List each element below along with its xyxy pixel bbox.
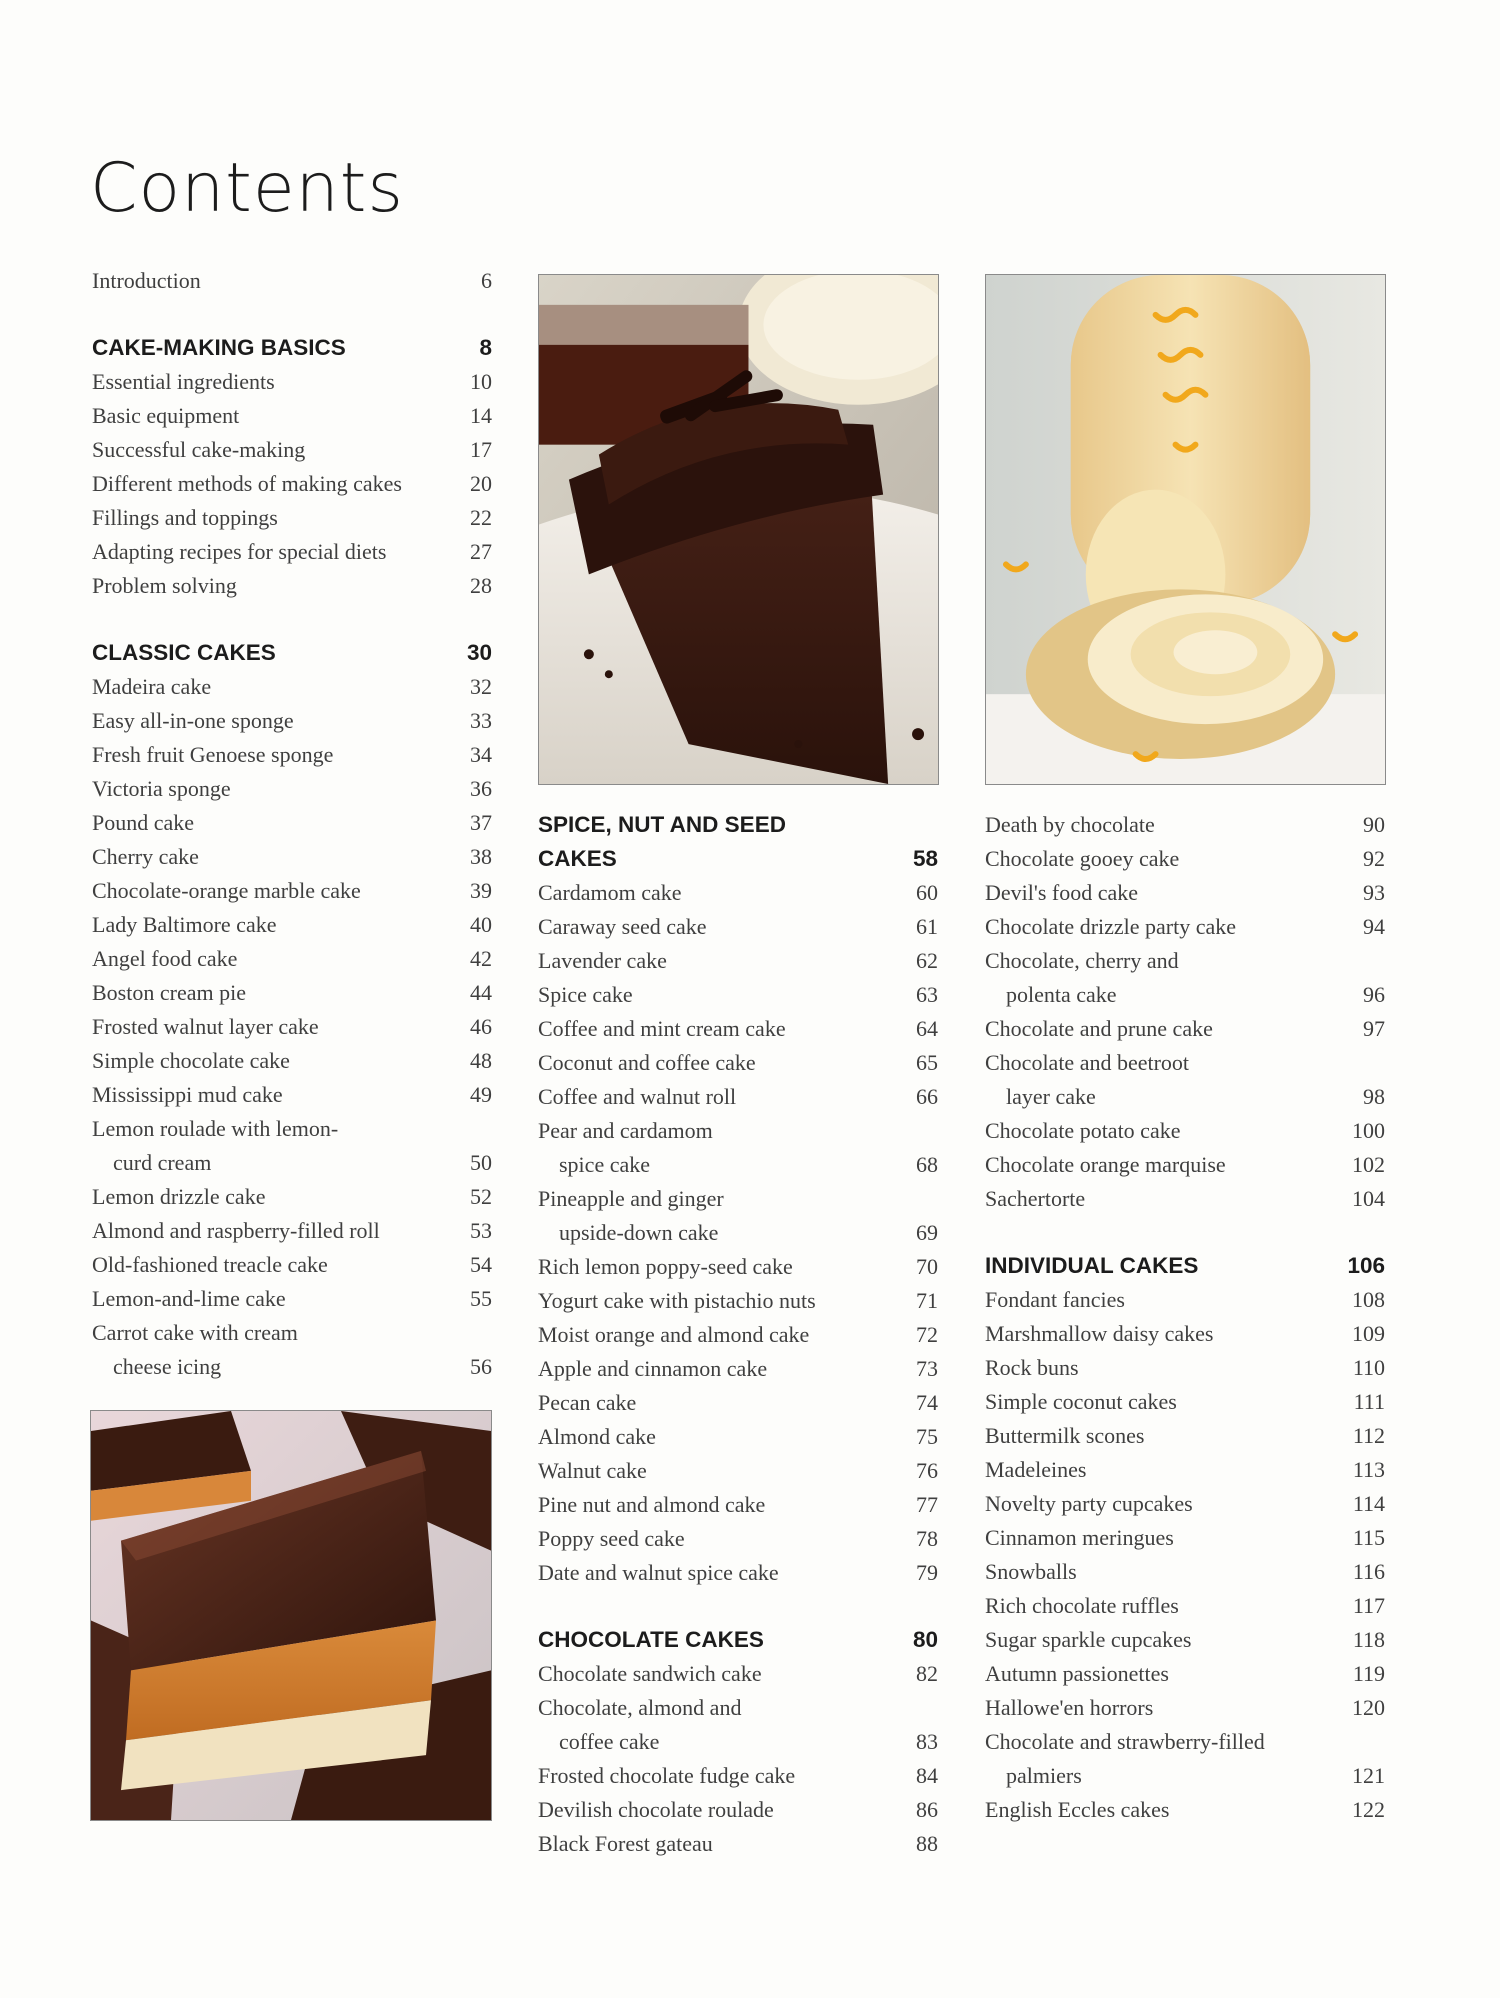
toc-entry-page: 53 bbox=[470, 1218, 492, 1243]
toc-entry-page: 28 bbox=[470, 573, 492, 598]
toc-entry-page: 36 bbox=[470, 776, 492, 801]
toc-entry-page: 77 bbox=[916, 1492, 938, 1517]
toc-entry-label bbox=[538, 1182, 938, 1250]
toc-entry-page: 38 bbox=[470, 844, 492, 869]
toc-entry-label: Simple chocolate cake bbox=[92, 1048, 290, 1073]
toc-entry[interactable] bbox=[985, 944, 1385, 1012]
toc-entry-page: 100 bbox=[1352, 1118, 1385, 1143]
toc-entry[interactable] bbox=[985, 1487, 1385, 1521]
toc-entry-label: Sugar sparkle cupcakes bbox=[985, 1627, 1192, 1652]
toc-section bbox=[985, 808, 1385, 1216]
toc-heading-label: CHOCOLATE CAKES bbox=[538, 1627, 764, 1652]
toc-entry-page: 32 bbox=[470, 674, 492, 699]
toc-entry[interactable] bbox=[538, 1759, 938, 1793]
toc-entry-label: Chocolate drizzle party cake bbox=[985, 914, 1237, 939]
toc-entry-page: 83 bbox=[916, 1729, 938, 1754]
toc-entry-label: Devilish chocolate roulade bbox=[538, 1797, 774, 1822]
toc-entry-page: 39 bbox=[470, 878, 492, 903]
toc-entry[interactable] bbox=[985, 1793, 1385, 1827]
toc-entry-label: Pine nut and almond cake bbox=[538, 1492, 766, 1517]
toc-entry-label: Rock buns bbox=[985, 1355, 1079, 1380]
toc-entry-label: Devil's food cake bbox=[985, 880, 1139, 905]
toc-column-3 bbox=[985, 808, 1385, 1827]
toc-entry-label: Different methods of making cakes bbox=[92, 471, 402, 496]
swiss-roll-photo bbox=[985, 274, 1386, 785]
toc-entry-label bbox=[92, 1112, 492, 1180]
toc-entry-label: Madeleines bbox=[985, 1457, 1087, 1482]
toc-entry-label: Cardamom cake bbox=[538, 880, 682, 905]
toc-entry-label: Boston cream pie bbox=[92, 980, 246, 1005]
toc-entry-label: Coffee and mint cream cake bbox=[538, 1016, 786, 1041]
toc-entry-page: 88 bbox=[916, 1831, 938, 1856]
toc-section-heading-classic-cakes[interactable] bbox=[92, 636, 492, 670]
toc-entry-page: 113 bbox=[1352, 1457, 1385, 1482]
toc-entry-label-line2: layer cake bbox=[1006, 1084, 1096, 1109]
toc-entry[interactable] bbox=[92, 772, 492, 806]
toc-entry[interactable] bbox=[92, 535, 492, 569]
toc-entry[interactable] bbox=[92, 704, 492, 738]
toc-entry-page: 116 bbox=[1352, 1559, 1385, 1584]
toc-entry[interactable] bbox=[92, 1044, 492, 1078]
toc-entry[interactable] bbox=[538, 978, 938, 1012]
toc-entry[interactable] bbox=[92, 365, 492, 399]
toc-entry-label: Cinnamon meringues bbox=[985, 1525, 1174, 1550]
toc-entry[interactable] bbox=[985, 1555, 1385, 1589]
toc-heading-page: 58 bbox=[912, 846, 938, 871]
toc-entry[interactable] bbox=[985, 1453, 1385, 1487]
toc-entry-page: 102 bbox=[1352, 1152, 1385, 1177]
toc-entry[interactable] bbox=[985, 1046, 1385, 1114]
toc-entry-label: Coconut and coffee cake bbox=[538, 1050, 756, 1075]
toc-entry[interactable] bbox=[92, 806, 492, 840]
toc-entry[interactable] bbox=[92, 1180, 492, 1214]
toc-entry-label bbox=[538, 1114, 938, 1182]
toc-entry[interactable] bbox=[92, 1078, 492, 1112]
toc-heading-page: 80 bbox=[912, 1627, 938, 1652]
toc-entry-label: Chocolate orange marquise bbox=[985, 1152, 1226, 1177]
toc-entry[interactable] bbox=[538, 1488, 938, 1522]
toc-entry-label: Coffee and walnut roll bbox=[538, 1084, 737, 1109]
toc-entry-page: 97 bbox=[1363, 1016, 1385, 1041]
toc-entry-label: Adapting recipes for special diets bbox=[92, 539, 387, 564]
toc-entry-label: Frosted walnut layer cake bbox=[92, 1014, 319, 1039]
toc-entry-label bbox=[985, 1725, 1385, 1793]
toc-entry-page: 42 bbox=[470, 946, 492, 971]
toc-entry[interactable] bbox=[985, 1657, 1385, 1691]
toc-entry-label: Rich chocolate ruffles bbox=[985, 1593, 1179, 1618]
toc-column-2 bbox=[538, 808, 938, 1861]
toc-entry[interactable] bbox=[538, 1046, 938, 1080]
caramel-shortbread-photo bbox=[90, 1410, 492, 1821]
toc-entry-label: Hallowe'en horrors bbox=[985, 1695, 1154, 1720]
toc-entry-label: Novelty party cupcakes bbox=[985, 1491, 1193, 1516]
toc-entry-label: Introduction bbox=[92, 268, 201, 293]
toc-entry-page: 44 bbox=[470, 980, 492, 1005]
toc-entry-page: 48 bbox=[470, 1048, 492, 1073]
toc-entry-page: 94 bbox=[1363, 914, 1385, 939]
toc-entry[interactable] bbox=[92, 1248, 492, 1282]
toc-entry[interactable] bbox=[538, 876, 938, 910]
toc-entry-page: 55 bbox=[470, 1286, 492, 1311]
toc-section bbox=[92, 331, 492, 603]
toc-entry-label: Autumn passionettes bbox=[985, 1661, 1169, 1686]
toc-entry-label: Fillings and toppings bbox=[92, 505, 278, 530]
toc-entry[interactable] bbox=[985, 1419, 1385, 1453]
toc-entry-page: 119 bbox=[1352, 1661, 1385, 1686]
toc-entry-label: Lavender cake bbox=[538, 948, 667, 973]
toc-entry-page: 56 bbox=[470, 1354, 492, 1379]
toc-entry-label-line2: curd cream bbox=[113, 1150, 212, 1175]
toc-entry-label-line1: Chocolate, cherry and bbox=[985, 948, 1179, 973]
toc-entry[interactable] bbox=[985, 1283, 1385, 1317]
toc-entry-page: 118 bbox=[1352, 1627, 1385, 1652]
toc-entry[interactable] bbox=[538, 1793, 938, 1827]
toc-entry[interactable] bbox=[985, 1114, 1385, 1148]
toc-entry-page: 121 bbox=[1352, 1763, 1385, 1788]
toc-entry[interactable] bbox=[985, 1012, 1385, 1046]
toc-entry[interactable] bbox=[92, 942, 492, 976]
toc-entry-label: Death by chocolate bbox=[985, 812, 1155, 837]
toc-entry-label bbox=[92, 1316, 492, 1384]
toc-entry-page: 104 bbox=[1352, 1186, 1385, 1211]
toc-section-heading-chocolate-cakes[interactable] bbox=[538, 1623, 938, 1657]
toc-entry[interactable] bbox=[538, 1012, 938, 1046]
toc-entry-page: 61 bbox=[916, 914, 938, 939]
toc-entry-label: Simple coconut cakes bbox=[985, 1389, 1177, 1414]
toc-heading-label: SPICE, NUT AND SEED CAKES bbox=[538, 812, 786, 871]
toc-entry-page: 115 bbox=[1352, 1525, 1385, 1550]
toc-entry-label-line1: Pineapple and ginger bbox=[538, 1186, 724, 1211]
toc-entry[interactable] bbox=[985, 1725, 1385, 1793]
toc-entry-page: 62 bbox=[916, 948, 938, 973]
toc-entry-page: 54 bbox=[470, 1252, 492, 1277]
toc-entry-label-line1: Chocolate and strawberry-filled bbox=[985, 1729, 1265, 1754]
toc-entry[interactable] bbox=[92, 874, 492, 908]
toc-entry-page: 74 bbox=[916, 1390, 938, 1415]
toc-entry-page: 93 bbox=[1363, 880, 1385, 905]
toc-entry-label-line1: Carrot cake with cream bbox=[92, 1320, 298, 1345]
toc-entry-label: Apple and cinnamon cake bbox=[538, 1356, 768, 1381]
toc-entry[interactable] bbox=[538, 1454, 938, 1488]
toc-heading-page: 106 bbox=[1347, 1253, 1385, 1278]
toc-entry-label: Easy all-in-one sponge bbox=[92, 708, 294, 733]
toc-entry-page: 33 bbox=[470, 708, 492, 733]
toc-entry[interactable] bbox=[985, 1182, 1385, 1216]
toc-entry-page: 22 bbox=[470, 505, 492, 530]
toc-entry-page: 122 bbox=[1352, 1797, 1385, 1822]
toc-entry-label: Moist orange and almond cake bbox=[538, 1322, 810, 1347]
toc-entry-label: Buttermilk scones bbox=[985, 1423, 1145, 1448]
toc-entry-label: Black Forest gateau bbox=[538, 1831, 713, 1856]
toc-entry[interactable] bbox=[538, 1556, 938, 1590]
toc-entry-label: Almond cake bbox=[538, 1424, 656, 1449]
toc-entry-label: Essential ingredients bbox=[92, 369, 275, 394]
toc-entry[interactable] bbox=[538, 1250, 938, 1284]
toc-entry-label: Madeira cake bbox=[92, 674, 212, 699]
toc-entry-page: 96 bbox=[1363, 982, 1385, 1007]
toc-entry-label: Poppy seed cake bbox=[538, 1526, 685, 1551]
toc-entry[interactable] bbox=[538, 1691, 938, 1759]
toc-section bbox=[985, 1249, 1385, 1827]
toc-section-heading-cake-making-basics[interactable] bbox=[92, 331, 492, 365]
toc-entry[interactable] bbox=[538, 1114, 938, 1182]
toc-heading-page: 30 bbox=[466, 640, 492, 665]
toc-entry-page: 46 bbox=[470, 1014, 492, 1039]
toc-intro-group bbox=[92, 264, 492, 298]
toc-entry-label: Basic equipment bbox=[92, 403, 240, 428]
toc-entry-page: 90 bbox=[1363, 812, 1385, 837]
toc-entry-label bbox=[985, 944, 1385, 1012]
toc-entry-label-line1: Chocolate and beetroot bbox=[985, 1050, 1190, 1075]
toc-entry[interactable] bbox=[985, 1623, 1385, 1657]
toc-entry[interactable] bbox=[985, 910, 1385, 944]
toc-entry[interactable] bbox=[92, 908, 492, 942]
toc-entry-label: Lady Baltimore cake bbox=[92, 912, 277, 937]
toc-section-heading-individual-cakes[interactable] bbox=[985, 1249, 1385, 1283]
toc-entry[interactable] bbox=[92, 1112, 492, 1180]
toc-entry[interactable] bbox=[538, 1657, 938, 1691]
toc-entry-label: Old-fashioned treacle cake bbox=[92, 1252, 328, 1277]
toc-entry-label: Marshmallow daisy cakes bbox=[985, 1321, 1214, 1346]
toc-section bbox=[538, 1623, 938, 1861]
toc-entry[interactable] bbox=[985, 842, 1385, 876]
toc-entry-label: Walnut cake bbox=[538, 1458, 647, 1483]
toc-entry-page: 60 bbox=[916, 880, 938, 905]
toc-entry-page: 78 bbox=[916, 1526, 938, 1551]
toc-entry-page: 71 bbox=[916, 1288, 938, 1313]
toc-entry-page: 114 bbox=[1352, 1491, 1385, 1516]
toc-entry-label bbox=[985, 1046, 1385, 1114]
toc-entry-page: 20 bbox=[470, 471, 492, 496]
toc-entry[interactable] bbox=[985, 1385, 1385, 1419]
toc-entry-label: Cherry cake bbox=[92, 844, 199, 869]
toc-entry-page: 109 bbox=[1352, 1321, 1385, 1346]
toc-entry-page: 65 bbox=[916, 1050, 938, 1075]
toc-entry[interactable] bbox=[985, 876, 1385, 910]
toc-entry-label: Yogurt cake with pistachio nuts bbox=[538, 1288, 816, 1313]
toc-entry-label-line2: cheese icing bbox=[113, 1354, 222, 1379]
toc-heading-label: CLASSIC CAKES bbox=[92, 640, 276, 665]
toc-entry-page: 120 bbox=[1352, 1695, 1385, 1720]
toc-heading-label: INDIVIDUAL CAKES bbox=[985, 1253, 1199, 1278]
toc-entry-label: Chocolate gooey cake bbox=[985, 846, 1180, 871]
toc-entry-label: Successful cake-making bbox=[92, 437, 306, 462]
toc-entry-label-line1: Lemon roulade with lemon- bbox=[92, 1116, 339, 1141]
toc-entry[interactable] bbox=[92, 433, 492, 467]
toc-section bbox=[538, 808, 938, 1590]
toc-entry-page: 27 bbox=[470, 539, 492, 564]
toc-entry-label: Pecan cake bbox=[538, 1390, 637, 1415]
toc-entry-page: 79 bbox=[916, 1560, 938, 1585]
toc-section-heading-spice-nut-and-seed-cakes[interactable] bbox=[538, 808, 938, 876]
toc-entry-label-line2: upside-down cake bbox=[559, 1220, 719, 1245]
toc-entry-page: 6 bbox=[481, 268, 492, 293]
toc-entry-page: 17 bbox=[470, 437, 492, 462]
toc-entry[interactable] bbox=[92, 1010, 492, 1044]
toc-entry[interactable] bbox=[538, 1420, 938, 1454]
toc-entry[interactable] bbox=[538, 1318, 938, 1352]
toc-entry-label: Caraway seed cake bbox=[538, 914, 707, 939]
toc-entry-label: Mississippi mud cake bbox=[92, 1082, 283, 1107]
toc-entry-page: 110 bbox=[1352, 1355, 1385, 1380]
toc-entry[interactable] bbox=[92, 976, 492, 1010]
toc-entry-label: Lemon-and-lime cake bbox=[92, 1286, 286, 1311]
toc-entry-label-line2: spice cake bbox=[559, 1152, 650, 1177]
toc-entry-label: Fresh fruit Genoese sponge bbox=[92, 742, 334, 767]
toc-entry[interactable] bbox=[538, 1182, 938, 1250]
toc-entry-label: Date and walnut spice cake bbox=[538, 1560, 779, 1585]
toc-entry[interactable] bbox=[92, 1316, 492, 1384]
toc-entry-label: Pound cake bbox=[92, 810, 195, 835]
toc-entry[interactable] bbox=[985, 1351, 1385, 1385]
toc-entry-page: 92 bbox=[1363, 846, 1385, 871]
toc-entry[interactable] bbox=[538, 1827, 938, 1861]
toc-entry[interactable] bbox=[538, 1080, 938, 1114]
toc-entry-page: 49 bbox=[470, 1082, 492, 1107]
toc-entry-label: Chocolate-orange marble cake bbox=[92, 878, 361, 903]
toc-entry[interactable] bbox=[985, 1317, 1385, 1351]
toc-entry[interactable] bbox=[92, 738, 492, 772]
toc-entry-label: Almond and raspberry-filled roll bbox=[92, 1218, 380, 1243]
toc-entry[interactable] bbox=[985, 1521, 1385, 1555]
toc-entry-label: Chocolate and prune cake bbox=[985, 1016, 1213, 1041]
toc-section bbox=[92, 636, 492, 1384]
toc-entry-label: Spice cake bbox=[538, 982, 633, 1007]
toc-entry[interactable] bbox=[538, 944, 938, 978]
toc-entry-label bbox=[538, 1691, 938, 1759]
toc-entry-page: 50 bbox=[470, 1150, 492, 1175]
toc-entry[interactable] bbox=[92, 840, 492, 874]
toc-entry-label: Problem solving bbox=[92, 573, 237, 598]
toc-entry-label: Frosted chocolate fudge cake bbox=[538, 1763, 796, 1788]
toc-entry-label: Chocolate sandwich cake bbox=[538, 1661, 762, 1686]
toc-entry-page: 117 bbox=[1352, 1593, 1385, 1618]
toc-entry-label-line1: Chocolate, almond and bbox=[538, 1695, 742, 1720]
toc-entry[interactable] bbox=[92, 467, 492, 501]
toc-entry-label: Victoria sponge bbox=[92, 776, 231, 801]
toc-heading-label: CAKE-MAKING BASICS bbox=[92, 335, 346, 360]
toc-entry-label: Lemon drizzle cake bbox=[92, 1184, 266, 1209]
toc-entry-label: Angel food cake bbox=[92, 946, 238, 971]
toc-entry-page: 108 bbox=[1352, 1287, 1385, 1312]
toc-entry-page: 40 bbox=[470, 912, 492, 937]
toc-entry-label: Snowballs bbox=[985, 1559, 1077, 1584]
toc-heading-page: 8 bbox=[479, 335, 492, 360]
toc-entry[interactable] bbox=[92, 569, 492, 603]
toc-entry-page: 34 bbox=[470, 742, 492, 767]
toc-entry-page: 73 bbox=[916, 1356, 938, 1381]
toc-entry-page: 37 bbox=[470, 810, 492, 835]
toc-entry-page: 98 bbox=[1363, 1084, 1385, 1109]
toc-entry-label-line2: polenta cake bbox=[1006, 982, 1117, 1007]
toc-entry-label: Fondant fancies bbox=[985, 1287, 1125, 1312]
toc-entry[interactable] bbox=[985, 808, 1385, 842]
toc-entry-page: 76 bbox=[916, 1458, 938, 1483]
toc-entry[interactable] bbox=[92, 1214, 492, 1248]
toc-entry-label: Sachertorte bbox=[985, 1186, 1086, 1211]
toc-entry-introduction[interactable] bbox=[92, 264, 492, 298]
toc-entry[interactable] bbox=[538, 910, 938, 944]
toc-entry-page: 111 bbox=[1353, 1389, 1385, 1414]
toc-entry[interactable] bbox=[538, 1522, 938, 1556]
toc-entry[interactable] bbox=[538, 1284, 938, 1318]
toc-entry-page: 72 bbox=[916, 1322, 938, 1347]
toc-entry-page: 68 bbox=[916, 1152, 938, 1177]
toc-entry-page: 75 bbox=[916, 1424, 938, 1449]
toc-entry[interactable] bbox=[985, 1691, 1385, 1725]
toc-entry-label: Rich lemon poppy-seed cake bbox=[538, 1254, 793, 1279]
toc-entry-page: 63 bbox=[916, 982, 938, 1007]
toc-entry-label: Chocolate potato cake bbox=[985, 1118, 1181, 1143]
toc-entry[interactable] bbox=[985, 1148, 1385, 1182]
toc-entry-page: 52 bbox=[470, 1184, 492, 1209]
toc-entry-page: 82 bbox=[916, 1661, 938, 1686]
toc-entry-page: 10 bbox=[470, 369, 492, 394]
toc-entry-label-line2: palmiers bbox=[1006, 1763, 1082, 1788]
toc-entry-page: 64 bbox=[916, 1016, 938, 1041]
toc-entry-label: English Eccles cakes bbox=[985, 1797, 1170, 1822]
toc-entry[interactable] bbox=[92, 399, 492, 433]
page-title: Contents bbox=[90, 149, 404, 228]
toc-entry-page: 112 bbox=[1352, 1423, 1385, 1448]
toc-entry[interactable] bbox=[538, 1386, 938, 1420]
toc-entry[interactable] bbox=[985, 1589, 1385, 1623]
toc-entry-page: 86 bbox=[916, 1797, 938, 1822]
toc-entry[interactable] bbox=[92, 1282, 492, 1316]
toc-entry[interactable] bbox=[92, 501, 492, 535]
chocolate-cake-slice-photo bbox=[538, 274, 939, 785]
toc-entry[interactable] bbox=[92, 670, 492, 704]
toc-entry-page: 84 bbox=[916, 1763, 938, 1788]
toc-entry-label-line1: Pear and cardamom bbox=[538, 1118, 713, 1143]
toc-entry-label-line2: coffee cake bbox=[559, 1729, 660, 1754]
toc-entry-page: 14 bbox=[470, 403, 492, 428]
toc-entry-page: 70 bbox=[916, 1254, 938, 1279]
toc-column-1 bbox=[92, 264, 492, 1384]
toc-entry[interactable] bbox=[538, 1352, 938, 1386]
toc-entry-page: 66 bbox=[916, 1084, 938, 1109]
toc-entry-page: 69 bbox=[916, 1220, 938, 1245]
